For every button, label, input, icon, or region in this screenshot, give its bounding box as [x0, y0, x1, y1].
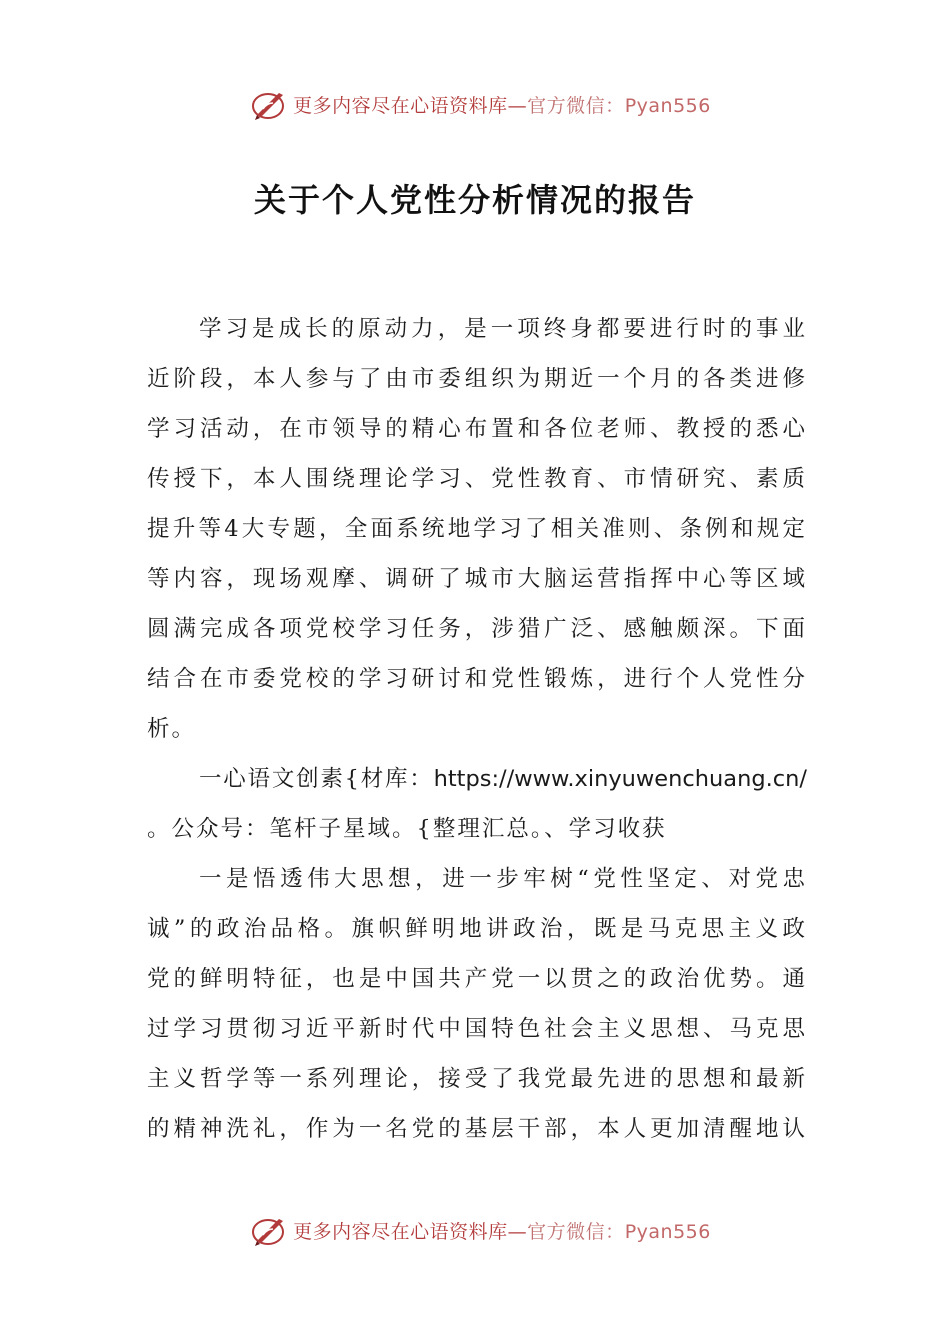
paragraph-line: 一是悟透伟大思想，进一步牢树“党性坚定、对党忠 [199, 866, 807, 892]
paragraph-line: 等内容，现场观摩、调研了城市大脑运营指挥中心等区域 [147, 566, 807, 592]
pen-logo-icon [249, 85, 289, 123]
banner-text: 更多内容尽在心语资料库—官方微信：Pyan556 [293, 1220, 711, 1243]
paragraph-line: 近阶段，本人参与了由市委组织为期近一个月的各类进修 [147, 366, 807, 392]
source-line: 一心语文创素{材库：https://www.xinyuwenchuang.cn/ [199, 766, 807, 792]
header-banner [0, 84, 950, 124]
paragraph-line: 主义哲学等一系列理论，接受了我党最先进的思想和最新 [147, 1066, 807, 1092]
paragraph-line: 的精神洗礼，作为一名党的基层干部，本人更加清醒地认 [147, 1116, 807, 1142]
paragraph-line: 学习活动，在市领导的精心布置和各位老师、教授的悉心 [147, 416, 807, 442]
paragraph-line: 圆满完成各项党校学习任务，涉猎广泛、感触颇深。下面 [147, 616, 807, 642]
paragraph-line: 党的鲜明特征，也是中国共产党一以贯之的政治优势。通 [147, 966, 807, 992]
document-body [147, 304, 807, 1154]
page-title: 关于个人党性分析情况的报告 [253, 181, 696, 219]
paragraph-line: 诚”的政治品格。旗帜鲜明地讲政治，既是马克思主义政 [147, 916, 807, 942]
paragraph-line: 传授下，本人围绕理论学习、党性教育、市情研究、素质 [147, 466, 807, 492]
footer-banner [0, 1210, 950, 1250]
paragraph-line: 提升等4大专题，全面系统地学习了相关准则、条例和规定 [147, 516, 807, 542]
pen-logo-icon [249, 1211, 289, 1249]
paragraph-line: 析。 [147, 716, 197, 742]
source-line-2: 。公众号：笔杆子星域。{整理汇总。、学习收获 [147, 816, 667, 842]
source-url[interactable]: https://www.xinyuwenchuang.cn/ [433, 766, 807, 792]
paragraph-line: 过学习贯彻习近平新时代中国特色社会主义思想、马克思 [147, 1016, 807, 1042]
paragraph-line: 学习是成长的原动力，是一项终身都要进行时的事业 [199, 316, 807, 342]
banner-text: 更多内容尽在心语资料库—官方微信：Pyan556 [293, 94, 711, 117]
paragraph-line: 结合在市委党校的学习研讨和党性锻炼，进行个人党性分 [147, 666, 807, 692]
